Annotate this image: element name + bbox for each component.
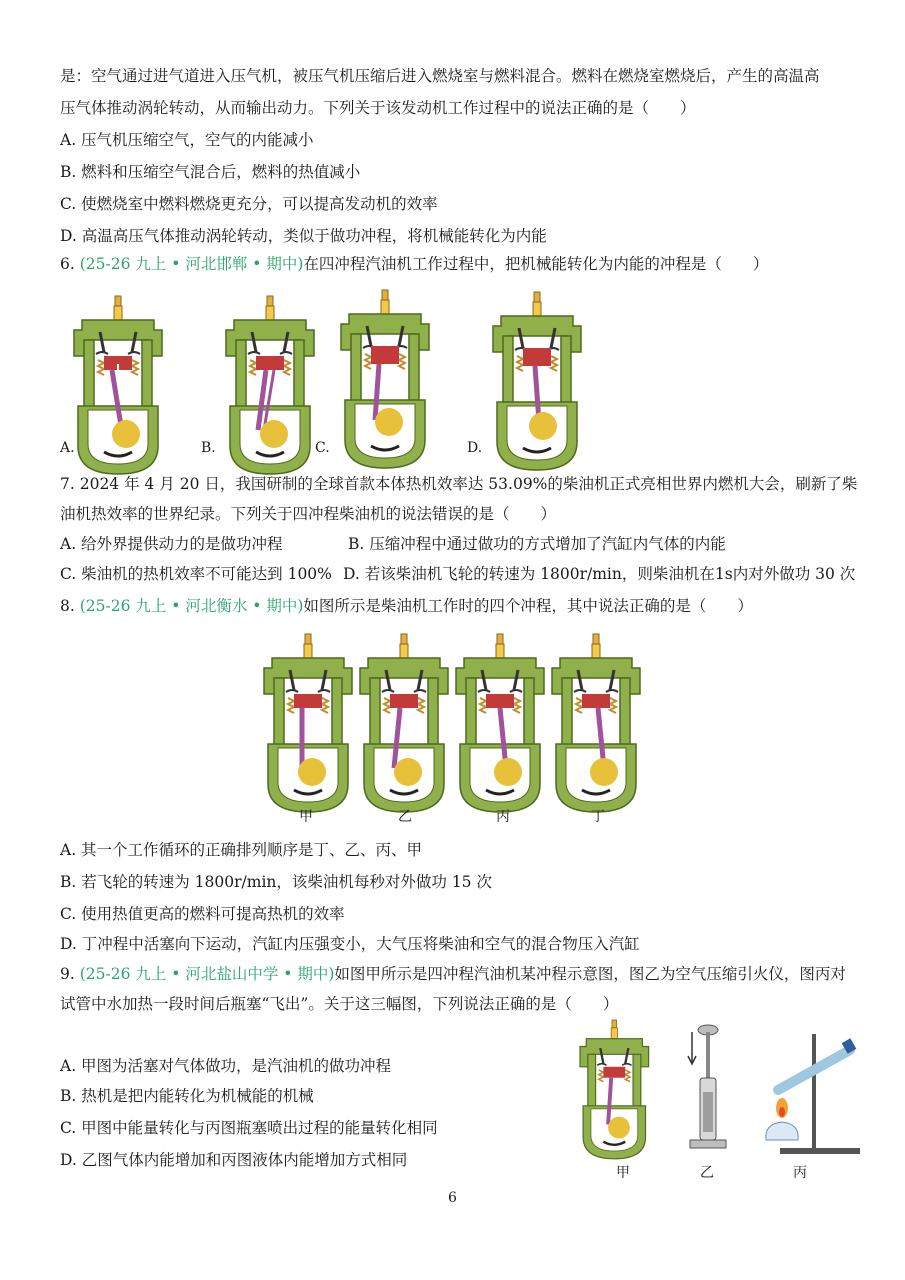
q8-option-d: D. 丁冲程中活塞向下运动，汽缸内压强变小，大气压将柴油和空气的混合物压入汽缸 bbox=[60, 935, 640, 953]
q8-option-c: C. 使用热值更高的燃料可提高热机的效率 bbox=[60, 905, 345, 923]
q9-option-b: B. 热机是把内能转化为机械能的机械 bbox=[60, 1087, 314, 1105]
q5-option-d: D. 高温高压气体推动涡轮转动，类似于做功冲程，将机械能转化为内能 bbox=[60, 227, 547, 245]
q9-label-jia: 甲 bbox=[616, 1165, 630, 1181]
q8-header bbox=[60, 596, 753, 616]
q6-engine-c bbox=[341, 290, 436, 470]
q9-header bbox=[60, 964, 846, 984]
q6-engine-d bbox=[493, 292, 588, 472]
q8-option-a: A. 其一个工作循环的正确排列顺序是丁、乙、丙、甲 bbox=[60, 841, 423, 859]
q9-option-c: C. 甲图中能量转化与丙图瓶塞喷出过程的能量转化相同 bbox=[60, 1119, 438, 1137]
q9-compression-igniter bbox=[680, 1022, 730, 1152]
q6-number: 6. bbox=[60, 255, 80, 273]
q8-engine-ding bbox=[552, 634, 647, 814]
intro-line-2: 压气体推动涡轮转动，从而输出动力。下列关于该发动机工作过程中的说法正确的是（ ） bbox=[60, 99, 696, 117]
q8-engine-yi bbox=[360, 634, 455, 814]
q9-test-tube-setup bbox=[760, 1030, 870, 1170]
q5-option-a: A. 压气机压缩空气，空气的内能减小 bbox=[60, 131, 314, 149]
q7-line-2: 油机热效率的世界纪录。下列关于四冲程柴油机的说法错误的是（ ） bbox=[60, 505, 557, 523]
q8-engine-bing bbox=[456, 634, 551, 814]
q6-header bbox=[60, 254, 768, 274]
q9-option-d: D. 乙图气体内能增加和丙图液体内能增加方式相同 bbox=[60, 1151, 408, 1169]
q7-line-1: 7. 2024 年 4 月 20 日，我国研制的全球首款本体热机效率达 53.09%的柴油机正式亮相世界内燃机大会，刷新了柴 bbox=[60, 475, 858, 493]
q9-option-a: A. 甲图为活塞对气体做功，是汽油机的做功冲程 bbox=[60, 1057, 392, 1075]
q6-label-d: D. bbox=[467, 440, 483, 456]
q6-stem: 在四冲程汽油机工作过程中，把机械能转化为内能的冲程是（ ） bbox=[303, 255, 769, 273]
q9-engine-jia bbox=[580, 1020, 654, 1160]
q8-engine-jia bbox=[264, 634, 359, 814]
q6-label-a: A. bbox=[60, 440, 75, 456]
q9-stem-2: 试管中水加热一段时间后瓶塞“飞出”。关于这三幅图，下列说法正确的是（ ） bbox=[60, 995, 619, 1013]
q6-label-c: C. bbox=[315, 440, 330, 456]
q6-engine-b bbox=[226, 296, 321, 476]
q8-source: (25-26 九上 • 河北衡水 • 期中) bbox=[79, 597, 304, 615]
q6-source: (25-26 九上 • 河北邯郸 • 期中) bbox=[79, 255, 304, 273]
q8-label-ding: 丁 bbox=[591, 809, 605, 825]
q7-option-a: A. 给外界提供动力的是做功冲程 bbox=[60, 535, 283, 553]
q9-source: (25-26 九上 • 河北盐山中学 • 期中) bbox=[79, 965, 335, 983]
q9-stem-1: 如图甲所示是四冲程汽油机某冲程示意图，图乙为空气压缩引火仪，图丙对 bbox=[334, 965, 846, 983]
q8-label-bing: 丙 bbox=[496, 809, 510, 825]
intro-line-1: 是：空气通过进气道进入压气机，被压气机压缩后进入燃烧室与燃料混合。燃料在燃烧室燃烧后，产生的高温高 bbox=[60, 67, 820, 85]
q5-option-b: B. 燃料和压缩空气混合后，燃料的热值减小 bbox=[60, 163, 361, 181]
q8-option-b: B. 若飞轮的转速为 1800r/min，该柴油机每秒对外做功 15 次 bbox=[60, 873, 492, 891]
q7-option-d: D. 若该柴油机飞轮的转速为 1800r/min，则柴油机在1s内对外做功 30 次 bbox=[343, 565, 856, 583]
q8-label-yi: 乙 bbox=[398, 809, 412, 825]
q7-option-c: C. 柴油机的热机效率不可能达到 100% bbox=[60, 565, 332, 583]
q9-label-yi: 乙 bbox=[700, 1165, 714, 1181]
q6-label-b: B. bbox=[201, 440, 216, 456]
q5-option-c: C. 使燃烧室中燃料燃烧更充分，可以提高发动机的效率 bbox=[60, 195, 438, 213]
q8-number: 8. bbox=[60, 597, 80, 615]
q8-label-jia: 甲 bbox=[299, 809, 313, 825]
q9-number: 9. bbox=[60, 965, 80, 983]
page-number: 6 bbox=[448, 1190, 457, 1206]
q8-stem: 如图所示是柴油机工作时的四个冲程，其中说法正确的是（ ） bbox=[303, 597, 753, 615]
q9-label-bing: 丙 bbox=[793, 1165, 807, 1181]
q7-option-b: B. 压缩冲程中通过做功的方式增加了汽缸内气体的内能 bbox=[348, 535, 726, 553]
q6-engine-a bbox=[74, 296, 169, 476]
